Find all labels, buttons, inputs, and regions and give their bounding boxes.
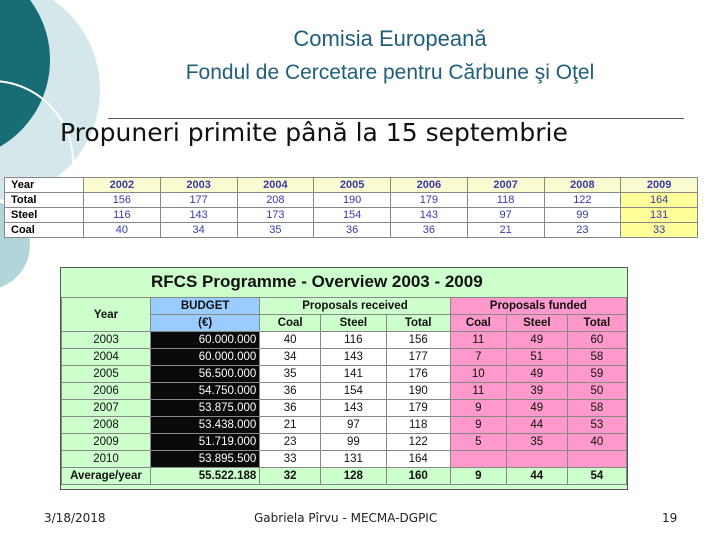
proposals-cell: 164 [621,193,698,208]
funded-cell: 49 [506,366,567,383]
funded-header: Proposals funded [450,298,626,315]
row-label: Total [5,193,84,208]
received-cell: 190 [386,383,450,400]
year-cell: 2009 [62,434,151,451]
proposals-cell: 208 [237,193,314,208]
received-cell: 176 [386,366,450,383]
funded-cell: 39 [506,383,567,400]
funded-cell [506,451,567,468]
sub-header: Coal [260,315,321,332]
proposals-cell: 35 [237,223,314,238]
average-row [62,468,627,485]
proposals-cell: 40 [84,223,161,238]
budget-cell: 60.000.000 [151,349,260,366]
overview-row [62,349,627,366]
title-line-2: Fondul de Cercetare pentru Cărbune şi Oţel [185,61,595,84]
proposals-cell: 34 [160,223,237,238]
overview-row [62,383,627,400]
funded-cell: 60 [567,332,626,349]
proposals-cell: 116 [84,208,161,223]
funded-cell: 44 [506,468,567,485]
proposals-cell: 97 [467,208,544,223]
funded-cell [450,451,506,468]
funded-cell: 49 [506,332,567,349]
funded-cell: 54 [567,468,626,485]
received-cell: 34 [260,349,321,366]
proposals-row [5,178,698,193]
budget-cell: 56.500.000 [151,366,260,383]
funded-cell: 35 [506,434,567,451]
funded-cell: 44 [506,417,567,434]
proposals-cell: 131 [621,208,698,223]
funded-cell: 51 [506,349,567,366]
funded-cell: 40 [567,434,626,451]
year-header: Year [62,298,151,332]
proposals-cell: 118 [467,193,544,208]
year-cell: Average/year [62,468,151,485]
overview-row [62,451,627,468]
budget-unit: (€) [151,315,260,332]
received-cell: 141 [321,366,387,383]
row-label: Year [5,178,84,193]
overview-table-title: RFCS Programme - Overview 2003 - 2009 [151,272,483,291]
sub-header: Steel [506,315,567,332]
received-cell: 164 [386,451,450,468]
overview-table-panel [60,267,628,490]
overview-row [62,366,627,383]
received-cell: 35 [260,366,321,383]
received-cell: 156 [386,332,450,349]
proposals-cell: 2006 [391,178,468,193]
proposals-cell: 143 [160,208,237,223]
year-cell: 2005 [62,366,151,383]
proposals-cell: 2007 [467,178,544,193]
footer-author: Gabriela Pîrvu - MECMA-DGPIC [254,511,438,525]
proposals-cell: 33 [621,223,698,238]
funded-cell: 11 [450,332,506,349]
budget-cell: 54.750.000 [151,383,260,400]
received-cell: 179 [386,400,450,417]
proposals-table [4,177,698,238]
funded-cell: 9 [450,417,506,434]
footer-date: 3/18/2018 [44,511,106,525]
proposals-row [5,193,698,208]
received-cell: 160 [386,468,450,485]
received-cell: 36 [260,400,321,417]
proposals-cell: 179 [391,193,468,208]
funded-cell: 58 [567,349,626,366]
overview-row [62,434,627,451]
title-line-1: Comisia Europeană [293,26,487,51]
received-cell: 116 [321,332,387,349]
proposals-cell: 2009 [621,178,698,193]
received-cell: 99 [321,434,387,451]
proposals-cell: 122 [544,193,621,208]
received-cell: 131 [321,451,387,468]
funded-cell: 7 [450,349,506,366]
funded-cell: 50 [567,383,626,400]
overview-row [62,400,627,417]
received-cell: 21 [260,417,321,434]
proposals-cell: 190 [314,193,391,208]
budget-header: BUDGET [151,298,260,315]
row-label: Coal [5,223,84,238]
budget-cell: 53.895.500 [151,451,260,468]
proposals-row [5,208,698,223]
overview-row [62,417,627,434]
funded-cell: 58 [567,400,626,417]
funded-cell: 11 [450,383,506,400]
funded-cell: 59 [567,366,626,383]
received-header: Proposals received [260,298,450,315]
received-cell: 118 [386,417,450,434]
sub-header: Coal [450,315,506,332]
funded-cell: 49 [506,400,567,417]
received-cell: 122 [386,434,450,451]
funded-cell: 9 [450,400,506,417]
received-cell: 36 [260,383,321,400]
year-cell: 2004 [62,349,151,366]
footer-page-number: 19 [662,511,678,525]
proposals-cell: 2003 [160,178,237,193]
proposals-cell: 23 [544,223,621,238]
sub-header: Total [567,315,626,332]
proposals-cell: 99 [544,208,621,223]
proposals-cell: 2005 [314,178,391,193]
budget-cell: 53.875.000 [151,400,260,417]
received-cell: 154 [321,383,387,400]
overview-row [62,332,627,349]
year-cell: 2007 [62,400,151,417]
proposals-row [5,223,698,238]
proposals-cell: 36 [391,223,468,238]
year-cell: 2003 [62,332,151,349]
budget-cell: 60.000.000 [151,332,260,349]
row-label: Steel [5,208,84,223]
funded-cell: 9 [450,468,506,485]
year-cell: 2010 [62,451,151,468]
funded-cell: 5 [450,434,506,451]
funded-cell: 10 [450,366,506,383]
budget-cell: 51.719.000 [151,434,260,451]
funded-cell: 53 [567,417,626,434]
proposals-cell: 2002 [84,178,161,193]
proposals-cell: 173 [237,208,314,223]
proposals-cell: 21 [467,223,544,238]
sub-header: Total [386,315,450,332]
received-cell: 97 [321,417,387,434]
proposals-cell: 2004 [237,178,314,193]
received-cell: 32 [260,468,321,485]
proposals-cell: 2008 [544,178,621,193]
funded-cell [567,451,626,468]
received-cell: 23 [260,434,321,451]
received-cell: 143 [321,349,387,366]
budget-cell: 55.522.188 [151,468,260,485]
proposals-cell: 156 [84,193,161,208]
subtitle: Propuneri primite până la 15 septembrie [60,118,568,147]
year-cell: 2008 [62,417,151,434]
received-cell: 177 [386,349,450,366]
proposals-cell: 143 [391,208,468,223]
overview-table [61,297,627,485]
received-cell: 128 [321,468,387,485]
received-cell: 33 [260,451,321,468]
received-cell: 40 [260,332,321,349]
proposals-cell: 154 [314,208,391,223]
proposals-cell: 177 [160,193,237,208]
received-cell: 143 [321,400,387,417]
sub-header: Steel [321,315,387,332]
year-cell: 2006 [62,383,151,400]
proposals-cell: 36 [314,223,391,238]
budget-cell: 53.438.000 [151,417,260,434]
